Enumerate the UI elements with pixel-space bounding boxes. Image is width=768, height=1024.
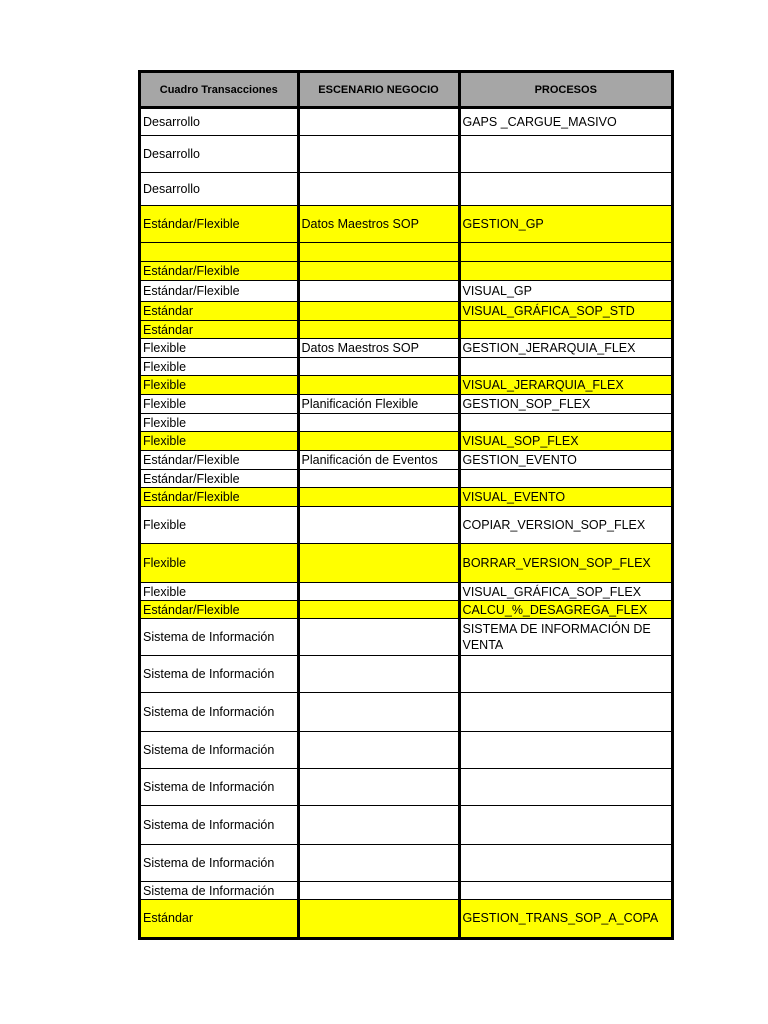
scenario-cell [298, 470, 459, 488]
table-row [141, 544, 671, 583]
table-row [141, 882, 671, 900]
transaction-cell: Estándar/Flexible [141, 262, 298, 281]
table-row [141, 321, 671, 339]
scenario-cell [298, 321, 459, 339]
scenario-cell [298, 376, 459, 395]
scenario-cell [298, 136, 459, 173]
process-cell [459, 243, 671, 262]
header-row [141, 73, 671, 108]
transaction-cell: Estándar/Flexible [141, 601, 298, 619]
process-cell [459, 769, 671, 806]
transaction-cell: Flexible [141, 544, 298, 583]
table-row [141, 376, 671, 395]
process-cell [459, 321, 671, 339]
transaction-cell: Sistema de Información [141, 656, 298, 693]
transaction-cell: Desarrollo [141, 136, 298, 173]
scenario-cell [298, 302, 459, 321]
process-cell: VISUAL_EVENTO [459, 488, 671, 507]
transaction-cell: Flexible [141, 358, 298, 376]
process-cell [459, 732, 671, 769]
table-row [141, 900, 671, 937]
transaction-cell: Estándar [141, 321, 298, 339]
table-row [141, 693, 671, 732]
process-cell: VISUAL_JERARQUIA_FLEX [459, 376, 671, 395]
process-cell [459, 693, 671, 732]
process-cell: GESTION_SOP_FLEX [459, 395, 671, 414]
table-row [141, 806, 671, 845]
table-row [141, 281, 671, 302]
transaction-cell: Sistema de Información [141, 732, 298, 769]
process-cell: SISTEMA DE INFORMACIÓN DE VENTA [459, 619, 671, 656]
transaction-cell: Sistema de Información [141, 769, 298, 806]
table-row [141, 470, 671, 488]
transaction-cell [141, 243, 298, 262]
process-cell: CALCU_%_DESAGREGA_FLEX [459, 601, 671, 619]
scenario-cell [298, 806, 459, 845]
scenario-cell [298, 488, 459, 507]
process-cell: GAPS _CARGUE_MASIVO [459, 108, 671, 136]
transaction-cell: Estándar/Flexible [141, 451, 298, 470]
scenario-cell: Datos Maestros SOP [298, 206, 459, 243]
process-cell: GESTION_EVENTO [459, 451, 671, 470]
scenario-cell: Planificación de Eventos [298, 451, 459, 470]
transactions-table [141, 73, 671, 937]
scenario-cell [298, 262, 459, 281]
scenario-cell: Planificación Flexible [298, 395, 459, 414]
transaction-cell: Sistema de Información [141, 693, 298, 732]
transaction-cell: Sistema de Información [141, 882, 298, 900]
process-cell: VISUAL_SOP_FLEX [459, 432, 671, 451]
transaction-cell: Estándar/Flexible [141, 206, 298, 243]
table-row [141, 339, 671, 358]
table-row [141, 173, 671, 206]
table-row [141, 601, 671, 619]
transaction-cell: Flexible [141, 339, 298, 358]
scenario-cell [298, 358, 459, 376]
scenario-cell [298, 732, 459, 769]
scenario-cell [298, 544, 459, 583]
process-cell: GESTION_TRANS_SOP_A_COPA [459, 900, 671, 937]
header-escenario-negocio: ESCENARIO NEGOCIO [298, 73, 459, 108]
process-cell [459, 173, 671, 206]
table-row [141, 507, 671, 544]
table-row [141, 206, 671, 243]
process-cell [459, 262, 671, 281]
process-cell: GESTION_JERARQUIA_FLEX [459, 339, 671, 358]
scenario-cell [298, 769, 459, 806]
transaction-cell: Flexible [141, 432, 298, 451]
transaction-cell: Sistema de Información [141, 806, 298, 845]
process-cell [459, 845, 671, 882]
table-row [141, 243, 671, 262]
transaction-cell: Flexible [141, 395, 298, 414]
scenario-cell [298, 693, 459, 732]
table-row [141, 845, 671, 882]
transaction-cell: Estándar/Flexible [141, 470, 298, 488]
process-cell: VISUAL_GRÁFICA_SOP_FLEX [459, 583, 671, 601]
process-cell [459, 470, 671, 488]
process-cell: GESTION_GP [459, 206, 671, 243]
table-row [141, 583, 671, 601]
table-row [141, 302, 671, 321]
scenario-cell [298, 601, 459, 619]
table-row [141, 769, 671, 806]
header-cuadro-transacciones: Cuadro Transacciones [141, 73, 298, 108]
scenario-cell: Datos Maestros SOP [298, 339, 459, 358]
table-row [141, 656, 671, 693]
scenario-cell [298, 656, 459, 693]
table-row [141, 108, 671, 136]
process-cell [459, 882, 671, 900]
transaction-cell: Flexible [141, 507, 298, 544]
table-row [141, 432, 671, 451]
header-procesos: PROCESOS [459, 73, 671, 108]
transaction-cell: Flexible [141, 414, 298, 432]
table-row [141, 732, 671, 769]
process-cell: VISUAL_GRÁFICA_SOP_STD [459, 302, 671, 321]
transaction-cell: Estándar [141, 302, 298, 321]
process-cell [459, 656, 671, 693]
scenario-cell [298, 281, 459, 302]
transactions-table-container [138, 70, 674, 940]
process-cell [459, 136, 671, 173]
table-row [141, 619, 671, 656]
table-row [141, 358, 671, 376]
table-row [141, 488, 671, 507]
transaction-cell: Flexible [141, 583, 298, 601]
process-cell: VISUAL_GP [459, 281, 671, 302]
transaction-cell: Estándar/Flexible [141, 488, 298, 507]
scenario-cell [298, 507, 459, 544]
process-cell: COPIAR_VERSION_SOP_FLEX [459, 507, 671, 544]
transaction-cell: Sistema de Información [141, 619, 298, 656]
table-row [141, 262, 671, 281]
transaction-cell: Flexible [141, 376, 298, 395]
transaction-cell: Desarrollo [141, 173, 298, 206]
table-body [141, 108, 671, 937]
process-cell: BORRAR_VERSION_SOP_FLEX [459, 544, 671, 583]
process-cell [459, 414, 671, 432]
table-row [141, 136, 671, 173]
table-row [141, 414, 671, 432]
table-row [141, 451, 671, 470]
scenario-cell [298, 900, 459, 937]
scenario-cell [298, 414, 459, 432]
scenario-cell [298, 845, 459, 882]
scenario-cell [298, 583, 459, 601]
scenario-cell [298, 173, 459, 206]
process-cell [459, 358, 671, 376]
transaction-cell: Estándar [141, 900, 298, 937]
transaction-cell: Sistema de Información [141, 845, 298, 882]
scenario-cell [298, 882, 459, 900]
scenario-cell [298, 619, 459, 656]
table-row [141, 395, 671, 414]
scenario-cell [298, 243, 459, 262]
scenario-cell [298, 108, 459, 136]
transaction-cell: Desarrollo [141, 108, 298, 136]
transaction-cell: Estándar/Flexible [141, 281, 298, 302]
process-cell [459, 806, 671, 845]
scenario-cell [298, 432, 459, 451]
